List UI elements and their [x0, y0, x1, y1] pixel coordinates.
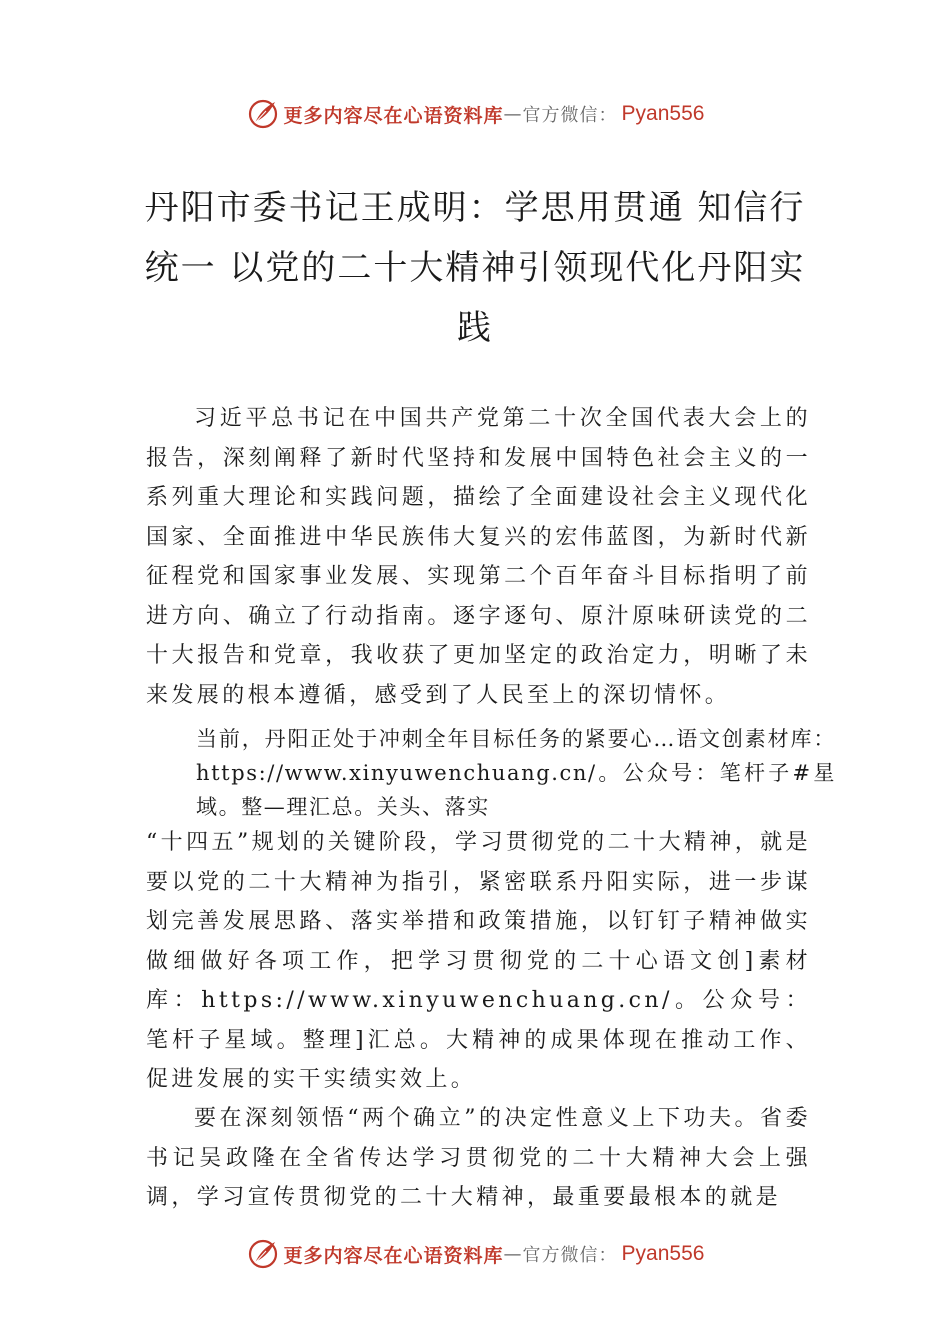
feather-pen-logo-icon — [246, 97, 280, 131]
footer-wechat-label: 官方微信： — [522, 1245, 618, 1266]
header-banner — [0, 94, 950, 134]
footer-wechat-id: Pyan556 — [621, 1242, 705, 1265]
paragraph-1: 习近平总书记在中国共产党第二十次全国代表大会上的报告，深刻阐释了新时代坚持和发展中国特色社会主义的一系列重大理论和实践问题，描绘了全面建设社会主义现代化国家、全面推进中华民族伟大复兴的宏伟蓝图，为新时代新征程党和国家事业发展、实现第二个百年奋斗目标指明了前进方向、确立了行动指南。逐字逐句、原汁原味研读党的二十大报告和党章，我收获了更加坚定的政治定力，明晰了未来发展的根本遵循，感受到了人民至上的深切情怀。 — [146, 406, 811, 708]
banner-wechat-label: 官方微信： — [522, 105, 618, 126]
banner-separator: — — [503, 103, 523, 125]
feather-pen-logo-icon — [246, 1237, 280, 1271]
footer-separator: — — [503, 1243, 523, 1265]
footer-banner — [0, 1234, 950, 1274]
paragraph-4: 要在深刻领悟“两个确立”的决定性意义上下功夫。省委书记吴政隆在全省传达学习贯彻党的二十大精神大会上强调，学习宣传贯彻党的二十大精神，最重要最根本的就是 — [146, 1106, 811, 1210]
banner-wechat-id: Pyan556 — [621, 102, 705, 125]
footer-slogan: 更多内容尽在心语资料库 — [283, 1244, 504, 1267]
paragraph-3: “十四五”规划的关键阶段，学习贯彻党的二十大精神，就是要以党的二十大精神为指引，紧密联系丹阳实际，进一步谋划完善发展思路、落实举措和政策措施，以钉钉子精神做实做细做好各项工作，把学习贯彻党的二十心语文创]素材库：https://www.xinyuwenchuang.cn/。公众号：笔杆子星域。整理]汇总。大精神的成果体现在推动工作、促进发展的实干实绩实效上。 — [146, 830, 811, 1092]
article-title: 丹阳市委书记王成明：学思用贯通 知信行统一 以党的二十大精神引领现代化丹阳实践 — [144, 188, 806, 348]
paragraph-2: 当前，丹阳正处于冲刺全年目标任务的紧要心…语文创素材库：https://www.xinyuwenchuang.cn/。公众号：笔杆子#星域。整—理汇总。关头、落实 — [196, 727, 836, 819]
banner-slogan: 更多内容尽在心语资料库 — [283, 104, 504, 127]
